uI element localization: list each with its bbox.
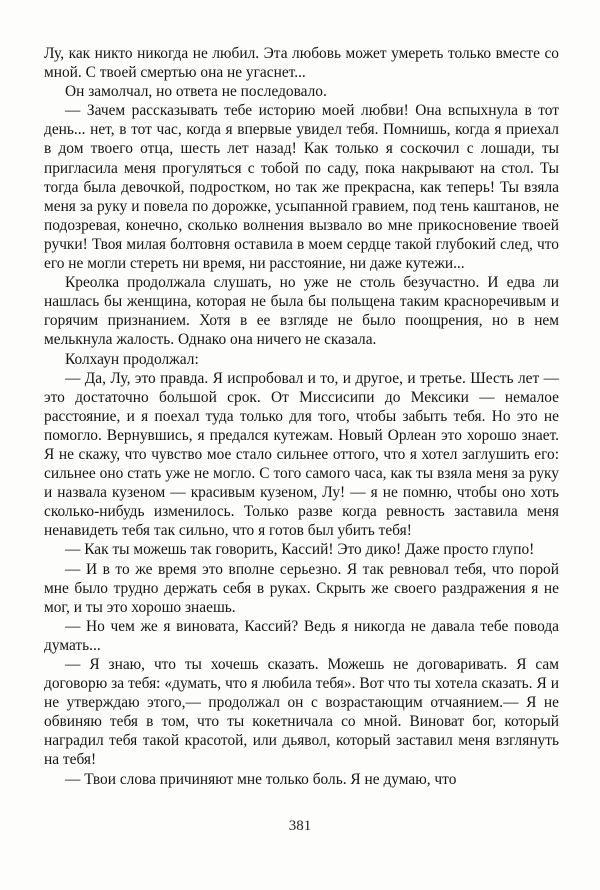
paragraph: — Твои слова причиняют мне только боль. Я не думаю, что: [65, 770, 457, 788]
paragraph: Креолка продолжала слушать, но уже не столь безучастно. И едва ли нашлась бы женщина, которая не была бы польщена таким красноречивым и горячим признанием. Хотя в ее взгляде не было поощрения, но в нем мелькнула жалость. Однако она ничего не сказала.: [44, 274, 559, 349]
paragraph: — И в то же время это вполне серьезно. Я так ревновал тебя, что порой мне было трудно держать себя в руках. Скрыть же своего раздражения я не мог, и ты это хорошо знаешь.: [44, 560, 559, 616]
paragraph: — Я знаю, что ты хочешь сказать. Можешь не договаривать. Я сам договорю за тебя: «думать, что я любила тебя». Вот что ты хотела сказать. Я и не утверждаю этого,— продолжал он с возрастающим отчаянием.— Я не обвиняю тебя в том, что ты кокетничала со мной. Виноват бог, который наградил тебя такой красотой, или дьявол, который заставил меня взглянуть на тебя!: [44, 656, 559, 769]
paragraph: — Но чем же я виновата, Кассий? Ведь я никогда не давала тебе повода думать...: [44, 617, 559, 654]
paragraph: Колхаун продолжал:: [65, 350, 199, 368]
paragraph: Он замолчал, но ответа не последовало.: [65, 83, 327, 101]
paragraph: — Зачем рассказывать тебе историю моей любви! Она вспыхнула в тот день... нет, в тот час, когда я впервые увидел тебя. Помнишь, когда я приехал в дом твоего отца, шесть лет назад! Как только я соскочил с лошади, ты пригласила меня прогуляться с тобой по саду, пока накрывают на стол. Ты тогда была девочкой, подростком, но так же прекрасна, как теперь! Ты взяла меня за руку и повела по дорожке, усыпанной гравием, под тень каштанов, не подозревая, конечно, сколько волнения вызвало во мне прикосновение твоей ручки! Твоя милая болтовня оставила в моем сердце такой глубокий след, что его не могли стереть ни время, ни расстояние, ни даже кутежи...: [44, 102, 559, 273]
page-number: 381: [288, 818, 312, 834]
paragraph: — Как ты можешь так говорить, Кассий! Это дико! Даже просто глупо!: [65, 541, 535, 559]
body-text: [44, 44, 559, 789]
paragraph: Лу, как никто никогда не любил. Эта любовь может умереть только вместе со мной. С твоей смертью она не угаснет...: [44, 45, 559, 82]
paragraph: — Да, Лу, это правда. Я испробовал и то, и другое, и третье. Шесть лет — это достаточно большой срок. От Миссисипи до Мексики — немалое расстояние, и я поехал туда только для того, чтобы забыть тебя. Но это не помогло. Вернувшись, я предался кутежам. Новый Орлеан это хорошо знает. Я не скажу, что чувство мое стало сильнее оттого, что я хотел заглушить его: сильнее оно стать уже не могло. С того самого часа, как ты взяла меня за руку и назвала кузеном — красивым кузеном, Лу! — я не помню, чтобы оно хоть сколько-нибудь изменилось. Только разве когда ревность заставила меня ненавидеть тебя так сильно, что я готов был убить тебя!: [44, 369, 559, 540]
